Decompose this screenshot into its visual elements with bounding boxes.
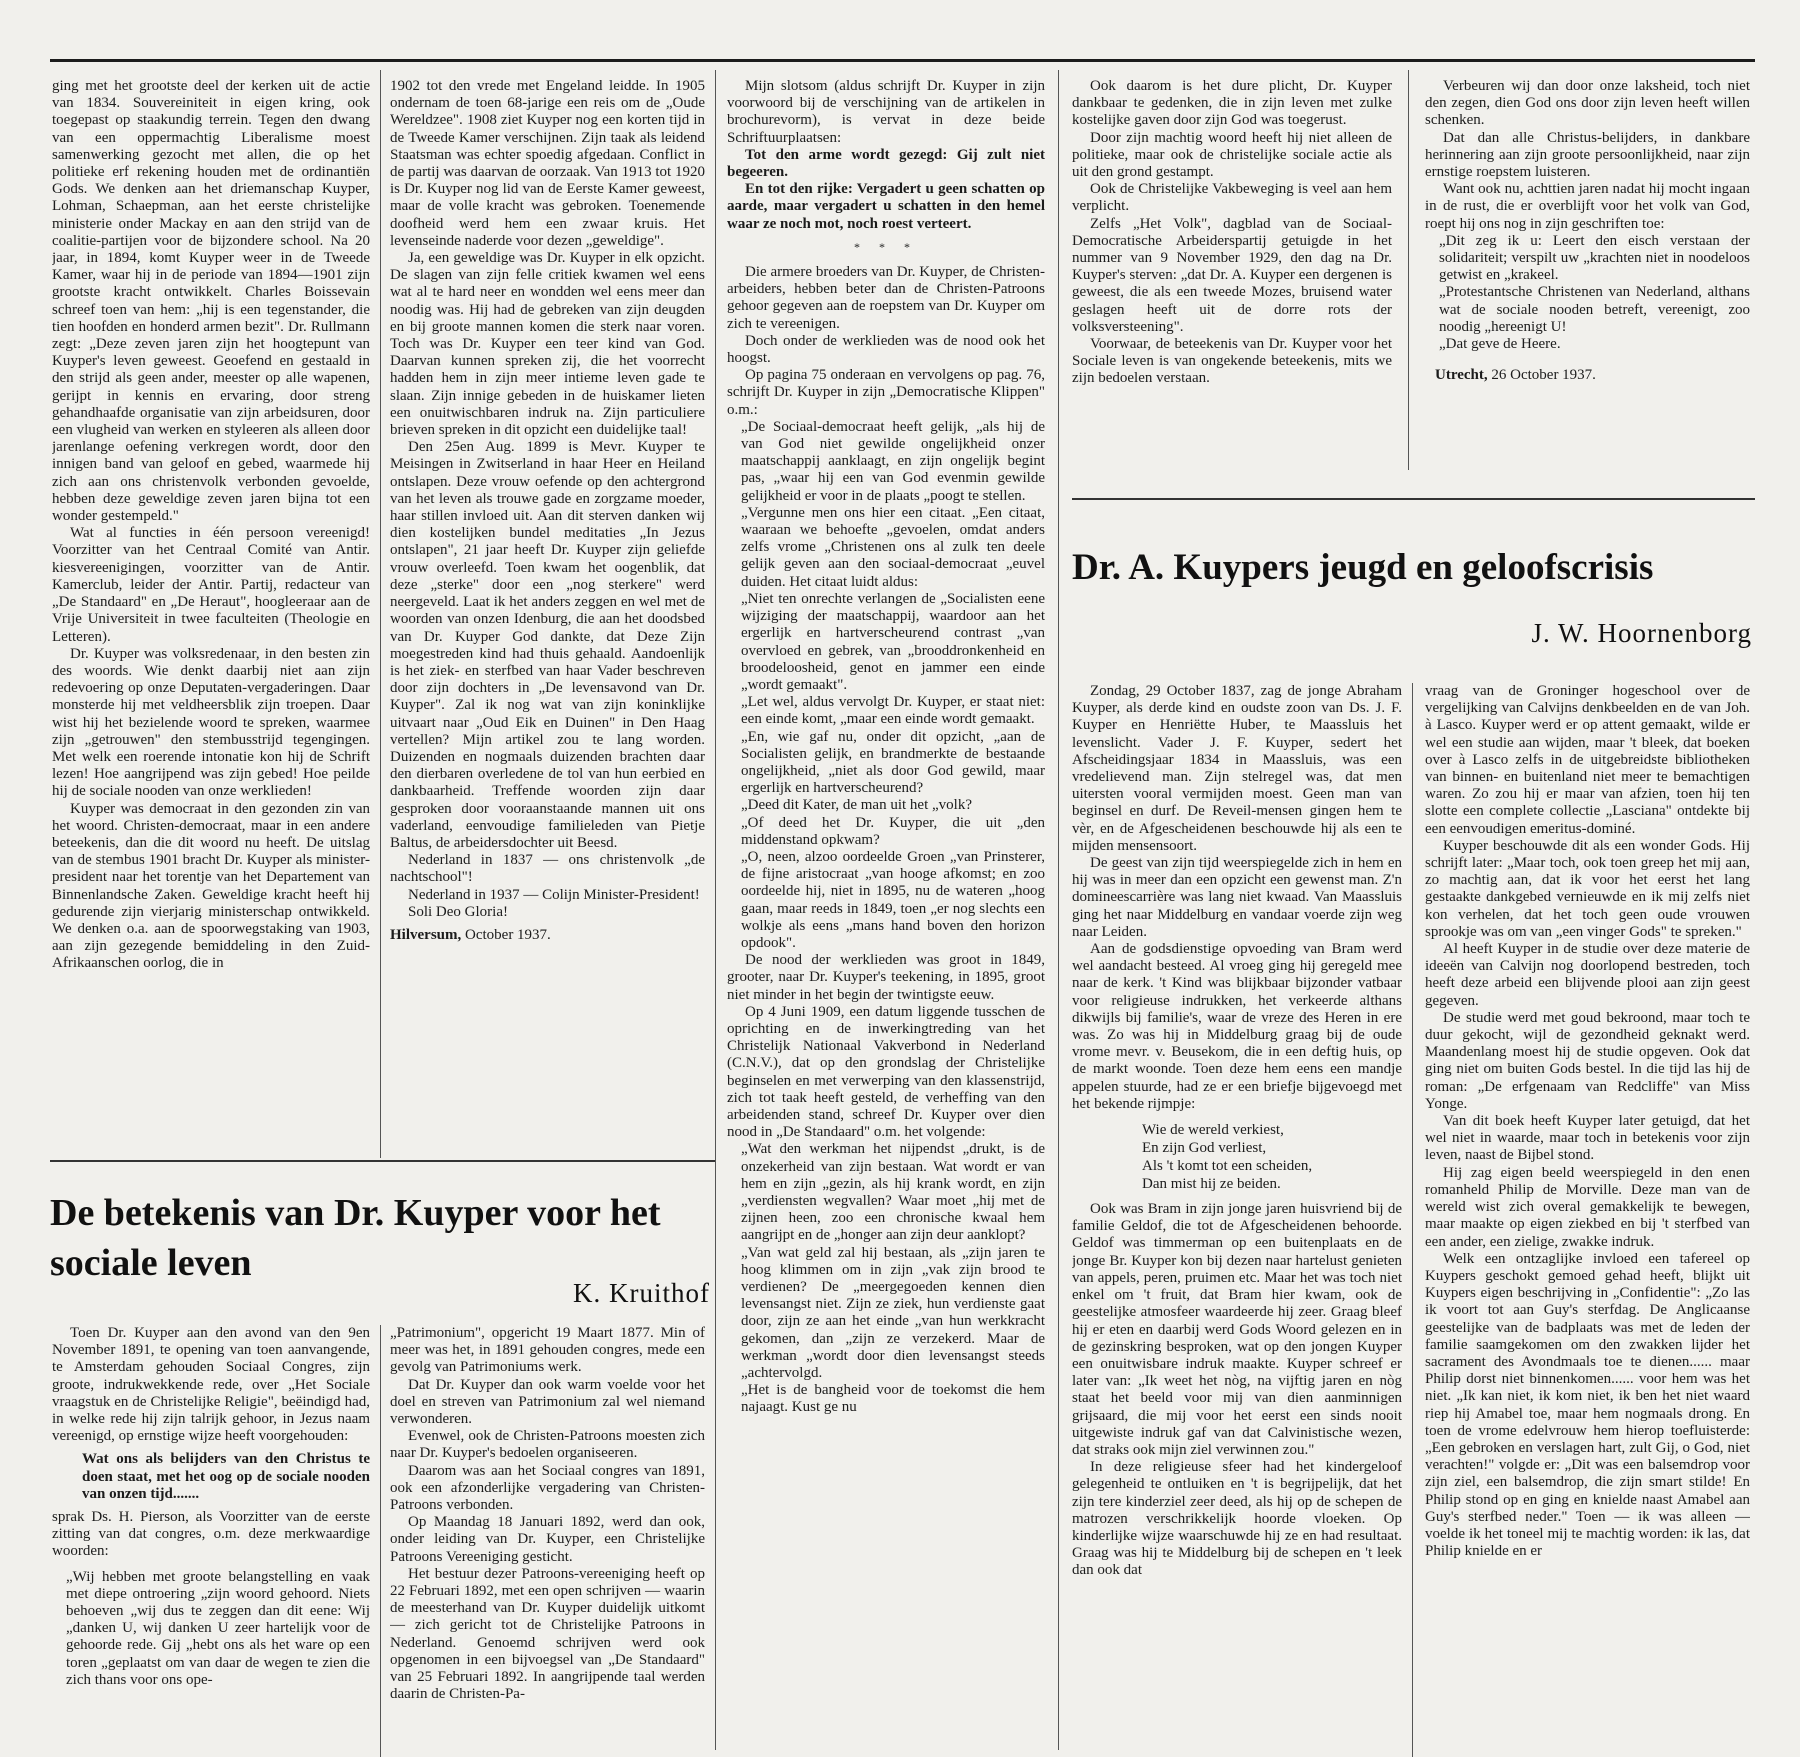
quote-paragraph: „Niet ten onrechte verlangen de „Socialisten eene wijziging der maatschappij, waardoor aan het ergerlijk en hartverscheurend contrast „van overvloed en gebrek, van „brooddronkenheid en broodeloosheid, genot en jammer een einde „wordt gemaakt". — [741, 590, 1045, 693]
article2-column-b — [1425, 683, 1750, 1757]
article2-paragraph: Kuyper beschouwde dit als een wonder Gods. Hij schrijft later: „Maar toch, ook toen greep het mij aan, zo machtig aan, dat ik voor het eerst het lang gestaakte dankgebed vernieuwde en ik mij zelfs niet kon verhelen, dat het toch geen oude vrouwen sprookje was om van „een vinger Gods" te spreken." — [1425, 837, 1750, 940]
standaard-quote — [727, 1141, 1045, 1416]
verse-line: Als 't komt tot een scheiden, — [1142, 1158, 1313, 1175]
article-author: J. W. Hoornenborg — [1531, 618, 1752, 648]
article1-paragraph: Toen Dr. Kuyper aan den avond van den 9en November 1891, te opening van toen aanvangende, te Amsterdam gehouden Sociaal Congres, zijn groote, indrukwekkende rede, over „Het Sociale vraagstuk en de Christelijke Religie", beëindigd had, in welke rede hij zijn talrijk gehoor, in Jezus naam vereenigd, op ernstige wijze heeft voorgehouden: — [52, 1325, 370, 1445]
article2-paragraph: De studie werd met goud bekroond, maar toch te duur gekocht, wijl de gezondheid geknakt werd. Maandenlang moest hij de studie opgeven. Ook dat ging niet om buiten Gods bestel. In die tijd las hij de roman: „De erfgenaam van Redcliffe" van Miss Yonge. — [1425, 1009, 1750, 1112]
section-rule — [1072, 498, 1755, 500]
article2-paragraph: Welk een ontzaglijke invloed een tafereel op Kuypers geschokt gemoed gehad heeft, blijkt uit Kuypers eigen beschrijving in „Confidentie": „Zo las ik voort tot aan Guy's sterfdag. De Anglicaanse geestelijke van de badplaats was met de leden der familie saamgekomen om den zwakken lijder het sacrament des Avondmaals toe te dienen...... maar Philip dorst niet binnenkomen...... voor hem was het niet. „Ik kan niet, ik kom niet, ik ben het niet waard riep hij Amabel toe, maar hem nogmaals drong. En toen de vrome edelvrouw hem hierop toefluisterde: „Een gebroken en verslagen hart, zult Gij, o God, niet verachten!" volgde er: „Dit was een balsemdrop voor zijn ziel, een balsemdrop, die zijn smart stilde! En Philip stond op en ging en knielde naast Amabel aan Guy's sterfbed neder." Toen — ik was alleen — voelde ik het toneel mij te machtig worden: ik las, dat Philip knielde en er — [1425, 1250, 1750, 1560]
article1-paragraph: Op Maandag 18 Januari 1892, werd dan ook, onder leiding van Dr. Kuyper, een Christelijke Patroons Vereeniging gesticht. — [390, 1514, 705, 1565]
article1-paragraph: „Patrimonium", opgericht 19 Maart 1877. Min of meer was het, in 1891 gehouden congres, mede een gevolg van Patrimoniums werk. — [390, 1325, 705, 1376]
article2-paragraph: Zondag, 29 October 1837, zag de jonge Abraham Kuyper, als derde kind en oudste zoon van Ds. J. F. Kuyper en Henriëtte Huber, te Maassluis het levenslicht. Vader J. F. Kuyper, sedert het Afscheidingsjaar 1834 in Maassluis, was een vredelievend man. Zijn stelregel was, dat men uitersten vooral vermijden moest. Geen man van beginsel en durf. De Reveil-mensen gingen hem te vèr, en de Afgescheidenen beschouwde hij als een te mijden mensensoort. — [1072, 683, 1402, 854]
col4-paragraph: Zelfs „Het Volk", dagblad van de Sociaal-Democratische Arbeiderspartij getuigde in het nummer van 9 November 1929, den dag na Dr. Kuyper's sterven: „dat Dr. A. Kuyper een dergenen is geweest, die als een tweede Mozes, bruisend water geslagen heeft uit de dorre rots der volksversteening". — [1072, 215, 1392, 335]
col2-paragraph: Ja, een geweldige was Dr. Kuyper in elk opzicht. De slagen van zijn felle critiek kwamen wel eens wat al te hard neer en wondden wel eens meer dan noodig was. Hij had de gebreken van zijn deugden en bij groote mannen komen die sterk naar voren. Toch was Dr. Kuyper een teer kind van God. Daarvan kunnen spreken zij, die het voorrecht hadden hem in zijn meer intieme leven gade te slaan. Zijn innige gebeden in de huiskamer lieten een onuitwischbaren indruk na. Zijn particuliere brieven spreken in dit opzicht een duidelijke taal! — [390, 250, 705, 439]
article2-paragraph: Al heeft Kuyper in de studie over deze materie de ideeën van Calvijn nog doorlopend bestreden, toch heeft deze arbeid een blijvende plooi aan zijn geest gegeven. — [1425, 941, 1750, 1009]
article1-paragraph: Dat Dr. Kuyper dan ook warm voelde voor het doel en streven van Patrimonium zal wel niemand verwonderen. — [390, 1376, 705, 1428]
kuyper-quote — [727, 419, 1045, 952]
col3-paragraph: En tot den rijke: Vergadert u geen schatten op aarde, maar vergadert u schatten in den hemel waar ze noch mot, noch roest verteert. — [727, 181, 1045, 232]
column-3 — [727, 78, 1045, 1750]
quote-paragraph: „Van wat geld zal hij bestaan, als „zijn jaren te hoog klimmen om in zijn „vak zijn brood te verdienen? De „meergegoeden kennen dien levensangst niet. Zijn ze ziek, hun verdienste gaat door, zijn ze aan het einde „van hun werkkracht gekomen, dan „zijn ze verzekerd. Maar de werkman „wordt door dien levensangst steeds „achtervolgd. — [741, 1244, 1045, 1382]
col1-paragraph: Dr. Kuyper was volksredenaar, in den besten zin des woords. Wie denkt daarbij niet aan zijn redevoering op onze Deputaten-vergaderingen. Daar monsterde hij met veldheersblik zijn troepen. Daar wist hij het bezielende woord te spreken, waarmee zijn „getrouwen" den stembusstrijd tegengingen. Met welk een roerende intonatie kon hij de Schrift lezen! Hoe aangrijpend was zijn gebed! Hoe peilde hij de sociale nooden van onze werklieden! — [52, 645, 370, 800]
quote-paragraph: „Deed dit Kater, de man uit het „volk? — [741, 797, 972, 814]
col1-paragraph: Kuyper was democraat in den gezonden zin van het woord. Christen-democraat, maar in een andere beteekenis, dan die dit woord nu heeft. De uitslag van de stembus 1901 bracht Dr. Kuyper als minister-president naar het torentje van het Departement van Binnenlandsche Zaken. Geweldige kracht heeft hij gedurende zijn vierjarig ministerschap ontwikkeld. We denken o.a. aan de spoorwegstaking van 1903, aan zijn gezegende bemiddeling in den Zuid-Afrikaanschen oorlog, die in — [52, 800, 370, 972]
col3-paragraph: Doch onder de werklieden was de nood ook het hoogst. — [727, 332, 1045, 367]
quote-paragraph: „Dit zeg ik u: Leert den eisch verstaan der solidariteit; verspilt uw „krachten niet in noodeloos getwist en „krakeel. — [1439, 232, 1750, 284]
article2-paragraph: Van dit boek heeft Kuyper later getuigd, dat het wel niet in waarde, maar toch in betekenis voor zijn leven, naast de Bijbel stond. — [1425, 1113, 1750, 1164]
article1-paragraph: Wat ons als belijders van den Christus te doen staat, met het oog op de sociale nooden van onzen tijd....... — [82, 1451, 370, 1502]
col2-signature — [390, 927, 705, 944]
col5-paragraph: Dat dan alle Christus-belijders, in dankbare herinnering aan zijn groote persoonlijkheid, naar zijn ernstige roepstem luisteren. — [1425, 129, 1750, 181]
section-rule — [50, 1160, 715, 1162]
article-author: K. Kruithof — [573, 1278, 710, 1308]
verse-line: Wie de wereld verkiest, — [1142, 1122, 1284, 1139]
quote-paragraph: „Wij hebben met groote belangstelling en vaak met diepe ontroering „zijn woord gehoord. Niets behoeven „wij dus te zeggen dan dit eene: Wij „danken U, wij danken U zeer hartelijk voor de gehoorde rede. Gij „hebt ons als het ware op een toren „geplaatst om van daar de wegen te zien die zich thans voor ons ope- — [66, 1568, 370, 1688]
quote-paragraph: „Wat den werkman het nijpendst „drukt, is de onzekerheid van zijn bestaan. Wat wordt er van hem en zijn „gezin, als hij krank wordt, en zijn „verdiensten wegvallen? Waar moet „hij met de zijnen heen, zoo een chronische kwaal hem aangrijpt en de „honger aan zijn deur aanklopt? — [741, 1141, 1045, 1244]
quote-paragraph: „De Sociaal-democraat heeft gelijk, „als hij de van God niet gewilde ongelijkheid onzer maatschappij aanklaagt, en zijn ongelijk begint pas, „waar hij een van God evenmin gewilde gelijkheid er voor in de plaats „poogt te stellen. — [741, 418, 1045, 504]
col5-paragraph: Want ook nu, achttien jaren nadat hij mocht ingaan in de rust, die er overblijft voor het volk van God, roept hij ons nog in zijn geschriften toe: — [1425, 181, 1750, 232]
article1-paragraph: Het bestuur dezer Patroons-vereeniging heeft op 22 Februari 1892, met een open schrijven — waarin de meesterhand van Dr. Kuyper duidelijk uitkomt — zich gericht tot de Christelijke Patroons in Nederland. Genoemd schrijven werd ook opgenomen in een bijvoegsel van „De Standaard" van 25 Februari 1892. In aangrijpende taal werden daarin de Christen-Pa- — [390, 1565, 705, 1703]
column-5 — [1425, 78, 1750, 478]
verse-line: En zijn God verliest, — [1142, 1140, 1267, 1157]
signature-date: October 1937. — [465, 926, 551, 943]
col3-paragraph: De nood der werklieden was groot in 1849, grooter, naar Dr. Kuyper's teekening, in 1895, groot niet minder in het begin der twintigste eeuw. — [727, 952, 1045, 1003]
quote-paragraph: „Protestantsche Christenen van Nederland, althans wat de sociale nooden betreft, vereenigt, zoo noodig „hereenigt U! — [1439, 284, 1750, 335]
verse-line: Dan mist hij ze beiden. — [1142, 1176, 1281, 1193]
column-divider — [380, 1325, 381, 1757]
col3-paragraph: Op pagina 75 onderaan en vervolgens op pag. 76, schrijft Dr. Kuyper in zijn „Democratische Klippen" o.m.: — [727, 367, 1045, 418]
closing-quote — [1425, 233, 1750, 353]
quote-paragraph: „O, neen, alzoo oordeelde Groen „van Prinsterer, de fijne aristocraat „van hooge afkomst; en zoo oordeelde hij, niet in 1895, nu de wateren „hoog gaan, maar reeds in 1849, toen „er nog slechts een wolkje als eens „mans hand boven den horizon opdook". — [741, 848, 1045, 951]
col3-paragraph: Mijn slotsom (aldus schrijft Dr. Kuyper in zijn voorwoord bij de verschijning van de artikelen in brochurevorm), is vervat in deze beide Schriftuurplaatsen: — [727, 78, 1045, 146]
col5-paragraph: Verbeuren wij dan door onze laksheid, toch niet den zegen, dien God ons door zijn leven heeft willen schenken. — [1425, 78, 1750, 129]
article2-paragraph: Ook was Bram in zijn jonge jaren huisvriend bij de familie Geldof, die tot de Afgescheidenen behoorde. Geldof was timmerman op een buitenplaats en de jonge Br. Kuyper kon bij dezen naar hartelust genieten van appels, peren, pruimen etc. Maar het was toch niet enkel om 't fruit, dat Bram hier kwam, ook de geestelijke atmosfeer waardeerde hij zeer. Graag bleef hij er eten en daarbij werd Gods Woord gelezen en in de gezinskring besproken, wat op den jongen Kuyper een onuitwisbare indruk maakte. Kuyper schreef er later van: „Ik weet het nòg, na vijftig jaren en nòg staat het beeld voor mij van dien aanminnigen grijsaard, die mij voor het eerst een sinds nooit uitgewiste indruk gaf van dat Calvinistische wezen, dat straks ook mijn ziel verwinnen zou." — [1072, 1201, 1402, 1458]
col2-paragraph: Den 25en Aug. 1899 is Mevr. Kuyper te Meisingen in Zwitserland in haar Heer en Heiland ontslapen. Deze vrouw oefende op den achtergrond van het leven als trouwe gade en zorgzame moeder, haar stillen invloed uit. Aan dit sterven danken wij dien kostelijken bundel meditaties „In Jezus ontslapen", 21 jaar heeft Dr. Kuyper zijn geliefde vrouw overleefd. Toen kwam het oogenblik, dat deze „sterke" door een „nog sterkere" werd neergeveld. Laat ik het anders zeggen en wel met de woorden van onzen Idenburg, die aan het doodsbed van Dr. Kuyper God dankte, dat Deze Zijn moegestreden kind had thuis gehaald. Aandoenlijk is het ziek- en sterfbed van haar Vader beschreven door zijn dochters in „De levensavond van Dr. Kuyper". Zal ik nog wat van zijn koninklijke uitvaart naar „Oud Eik en Duinen" in Den Haag vertellen? Mijn artikel zou te lang worden. Duizenden en nogmaals duizenden brachten daar den dierbaren overledene de tol van hun eerbied en dankbaarheid. Treffende woorden zijn daar gesproken door vooraanstaande mannen uit ons vaderland, eenvoudige familieleden van Pietje Baltus, de arbeidersdochter uit Beesd. — [390, 439, 705, 851]
signature-date: 26 October 1937. — [1491, 367, 1596, 384]
article2-paragraph: In deze religieuse sfeer had het kindergeloof gelegenheid te ontluiken en 't is begrijpelijk, dat het zijn tere kinderziel zeer deed, als hij op de schepen de matrozen verschrikkelijk hoorde vloeken. Op kinderlijke wijze waarschuwde hij ze en had resultaat. Graag was hij te Middelburg bij de schepen en 't leek dan ook dat — [1072, 1459, 1402, 1579]
signature-place: Utrecht, — [1435, 367, 1488, 384]
col2-paragraph: 1902 tot den vrede met Engeland leidde. In 1905 ondernam de toen 68-jarige een reis om de „Oude Wereldzee". 1908 ziet Kuyper nog een korten tijd in de Tweede Kamer verschijnen. Zijn taak als leidend Staatsman was echter spoedig afgedaan. Conflict in de partij was daarvan de oorzaak. Van 1913 tot 1920 is Dr. Kuyper nog lid van de Eerste Kamer geweest, maar de volle kracht was gebroken. Toenemende doofheid werd hem een zwaar kruis. Het levenseinde naderde voor dezen „geweldige". — [390, 78, 705, 249]
col1-paragraph: Wat al functies in één persoon vereenigd! Voorzitter van het Centraal Comité van Antir. kiesvereenigingen, voorzitter van de Antir. Kamerclub, leider der Antir. Partij, redacteur van „De Standaard" en „De Heraut", hoogleeraar aan de Vrije Universiteit in twee faculteiten (Theologie en Letteren). — [52, 525, 370, 645]
signature-place: Hilversum, — [390, 926, 462, 943]
article2-paragraph: Hij zag eigen beeld weerspiegeld in den enen romanheld Philip de Morville. Deze man van de wereld wist zich overal gemakkelijk te bewegen, maar maakte op eigen ziekbed en bij 't sterfbed van een ander, een zielige, zwakke indruk. — [1425, 1164, 1750, 1250]
column-divider — [380, 70, 381, 1158]
col3-paragraph: Tot den arme wordt gezegd: Gij zult niet begeeren. — [727, 146, 1045, 181]
pierson-quote — [52, 1569, 370, 1689]
article2-paragraph: De geest van zijn tijd weerspiegelde zich in hem en hij was in meer dan een opzicht een gewenst man. Z'n domineescarrière was lang niet kwaad. Van Maassluis ging het naar Middelburg en vandaar voerde zijn weg naar Leiden. — [1072, 855, 1402, 940]
col3-paragraph: Die armere broeders van Dr. Kuyper, de Christen-arbeiders, hebben beter dan de Christen-Patroons gehoor gegeven aan de roepstem van Dr. Kuyper om zich te vereenigen. — [727, 264, 1045, 332]
article-headline: De betekenis van Dr. Kuyper voor het sociale leven — [50, 1192, 661, 1284]
article1-column-a — [52, 1325, 370, 1757]
quote-paragraph: „Of deed het Dr. Kuyper, die uit „den middenstand opkwam? — [741, 814, 1045, 848]
article1-paragraph: Evenwel, ook de Christen-Patroons moesten zich naar Dr. Kuyper's bedoelen organiseeren. — [390, 1428, 705, 1462]
article1-paragraph: sprak Ds. H. Pierson, als Voorzitter van de eerste zitting van dat congres, o.m. deze merkwaardige woorden: — [52, 1509, 370, 1560]
section-stars: * * * — [854, 239, 918, 254]
col4-paragraph: Ook daarom is het dure plicht, Dr. Kuyper dankbaar te gedenken, die in zijn leven met zulke kostelijke gaven door zijn God was toegerust. — [1072, 78, 1392, 129]
article1-column-b — [390, 1325, 705, 1757]
rhyme-verse — [1072, 1121, 1402, 1193]
article-headline: Dr. A. Kuypers jeugd en geloofscrisis — [1072, 547, 1654, 588]
quote-paragraph: „Let wel, aldus vervolgt Dr. Kuyper, er staat niet: een einde komt, „maar een einde wordt gemaakt. — [741, 694, 1045, 728]
column-4 — [1072, 78, 1392, 478]
col4-paragraph: Door zijn machtig woord heeft hij niet alleen de politieke, maar ook de christelijke sociale actie als uit den grond gestampt. — [1072, 129, 1392, 181]
col4-paragraph: Voorwaar, de beteekenis van Dr. Kuyper voor het Sociale leven is van ongekende beteekenis, mits we zijn bedoelen verstaan. — [1072, 336, 1392, 387]
column-divider — [1408, 70, 1409, 470]
col2-paragraph: Nederland in 1937 — Colijn Minister-President! — [408, 886, 700, 903]
article2-column-a — [1072, 683, 1402, 1757]
column-divider — [1412, 683, 1413, 1757]
quote-paragraph: „En, wie gaf nu, onder dit opzicht, „aan de Socialisten gelijk, en brandmerkte de bestaande ongelijkheid, „niet als door God gewild, maar ergerlijk en hartverscheurend? — [741, 728, 1045, 797]
col5-signature — [1425, 367, 1750, 384]
top-rule — [50, 59, 1755, 62]
col2-paragraph: Nederland in 1837 — ons christenvolk „de nachtschool"! — [390, 852, 705, 886]
col3-paragraph: Op 4 Juni 1909, een datum liggende tusschen de oprichting en de inwerkingtreding van het Christelijk Nationaal Vakverbond in Nederland (C.N.V.), dat op den grondslag der Christelijke beginselen en met verwerping van den klassenstrijd, zich tot taak heeft gesteld, de verheffing van den arbeidenden stand, schreef Dr. Kuyper over dien nood in „De Standaard" o.m. het volgende: — [727, 1003, 1045, 1141]
article2-paragraph: Aan de godsdienstige opvoeding van Bram werd wel aandacht besteed. Al vroeg ging hij geregeld mee naar de kerk. 't Kind was blijkbaar bijzonder vatbaar voor religieuse indrukken, het verkeerde althans dikwijls bij familie's, waar de vreze des Heren in ere was. Zo was hij in Middelburg graag bij de oude vrome mevr. v. Beusekom, die in een deftig huis, op de markt woonde. Toen deze hem eens een mandje appelen stuurde, had ze er een briefje bijgevoegd met het bekende rijmpje: — [1072, 941, 1402, 1112]
quote-paragraph: „Vergunne men ons hier een citaat. „Een citaat, waaraan we behoefte „gevoelen, omdat anders zelfs vrome „Christenen ons al zulk ten deele gelijk geven aan den sociaal-democraat „euvel duiden. Het citaat luidt aldus: — [741, 504, 1045, 590]
column-divider — [1058, 70, 1059, 1750]
column-divider — [715, 70, 716, 1750]
quote-paragraph: „Het is de bangheid voor de toekomst die hem najaagt. Kust ge nu — [741, 1382, 1045, 1416]
quote-paragraph: „Dat geve de Heere. — [1439, 336, 1561, 353]
column-2 — [390, 78, 705, 1130]
col4-paragraph: Ook de Christelijke Vakbeweging is veel aan hem verplicht. — [1072, 181, 1392, 215]
col1-paragraph: ging met het grootste deel der kerken uit de actie van 1834. Souvereiniteit in eigen kring, ook toegepast op staakundig terrein. Tegen den dwang van een oppermachtig Liberalisme moest samenwerking gezocht met allen, die op het politieke erf rekening houden met de ordinantiën Gods. We denken aan het driemanschap Kuyper, Lohman, Schaepman, aan het eerste christelijke ministerie onder Mackay en aan den strijd van de coalitie-partijen voor de bijzondere school. Na 20 jaar, in 1894, komt Kuyper weer in de Tweede Kamer, waar hij in de periode van 1894—1901 zijn grootste kracht ontwikkelt. Charles Boissevain schreef toen van hem: „hij is een tegenstander, die tien hoofden en honderd armen bezit". Dr. Rullmann zegt: „Deze zeven jaren zijn het hoogtepunt van Kuyper's leven geweest. Geoefend en gestaald in den strijd als geen ander, meester op alle wapenen, gerijpt in kennis en ervaring, door streng gehandhaafde organisatie van zijn arbeidsuren, door een vlugheid van werken en styleeren als alleen door jarenlange oefening verkregen wordt, door den innigen band van geloof en gebed, waarmede hij zich aan ons christenvolk verbonden gevoelde, hebben deze geweldige zeven jaren bijna tot een wonder gestempeld." — [52, 78, 370, 525]
col2-paragraph: Soli Deo Gloria! — [408, 903, 508, 920]
article1-paragraph: Daarom was aan het Sociaal congres van 1891, ook een afzonderlijke vergadering van Christen-Patroons verbonden. — [390, 1462, 705, 1514]
column-1 — [52, 78, 370, 1130]
article2-paragraph: vraag van de Groninger hogeschool over de vergelijking van Calvijns denkbeelden en de van Joh. à Lasco. Kuyper werd er op attent gemaakt, wilde er wel een studie aan wijden, maar 't bleek, dat boeken over à Lasco zelfs in de uitgebreidste bibliotheken van binnen- en buitenland niet meer te bemachtigen waren. Zo zou hij er maar van afzien, toen hij ten slotte een complete collectie „Lasciana" ontdekte bij een eenvoudigen emeritus-dominé. — [1425, 683, 1750, 837]
